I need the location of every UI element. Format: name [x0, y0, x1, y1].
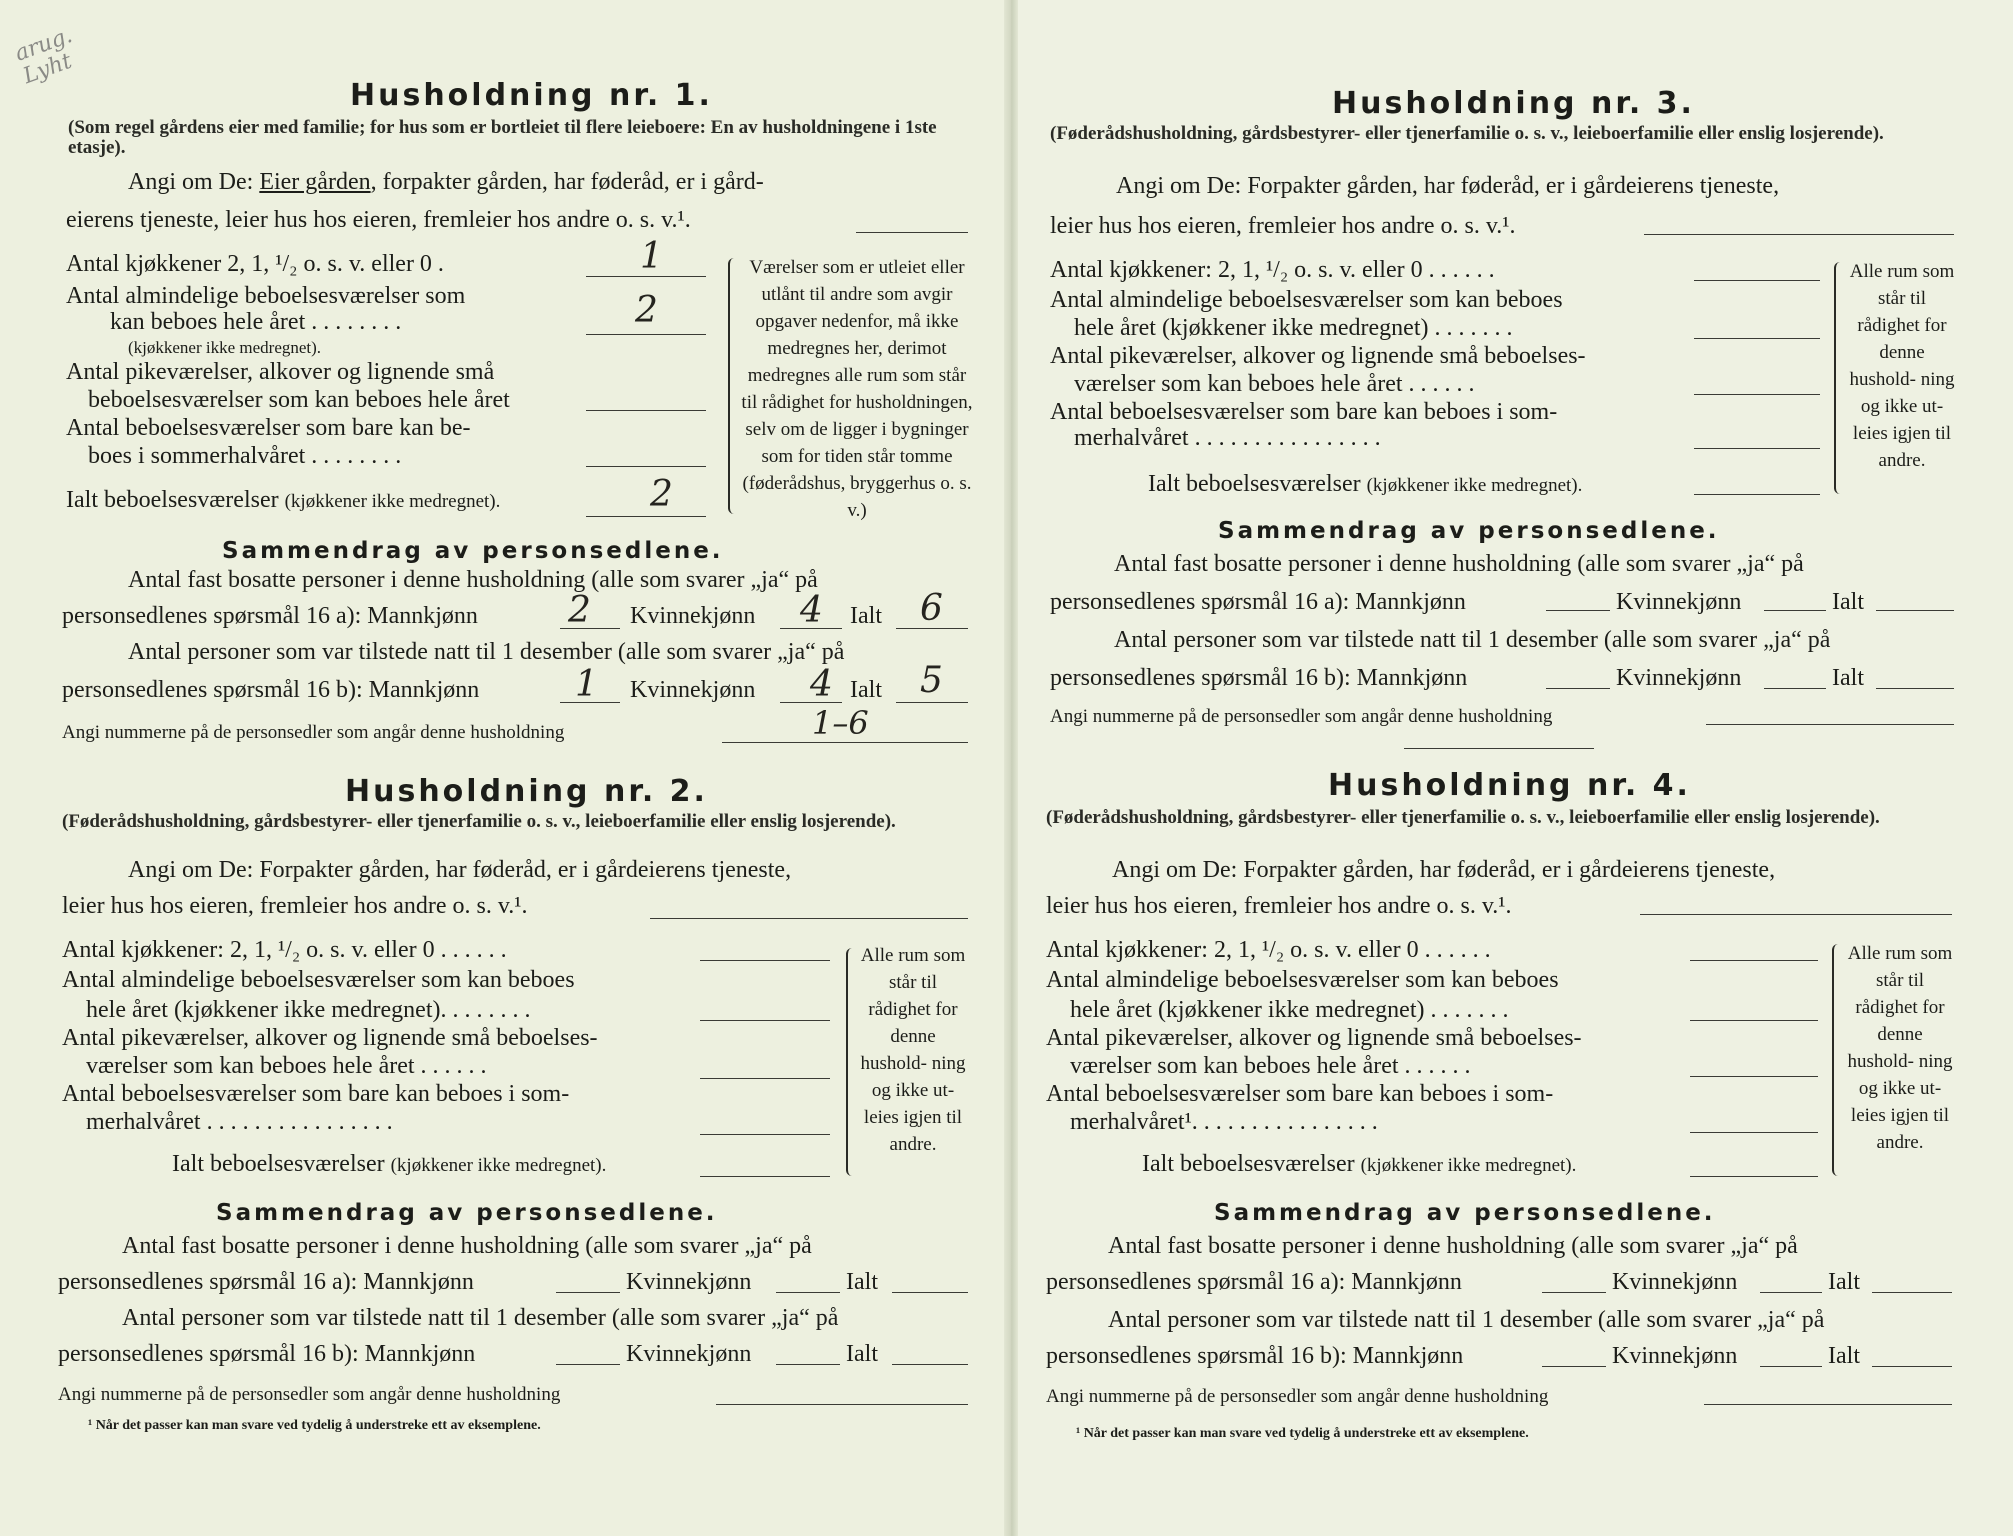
h1-summary-heading: Sammendrag av personsedlene. [222, 538, 724, 564]
h1-alm-value: 2 [635, 290, 658, 331]
h2-row-ialt [172, 1150, 606, 1180]
h3-s2-kv: Kvinnekjønn [1616, 665, 1742, 691]
h1-numbers-value: 1–6 [812, 704, 869, 742]
h3-s2-ialt: Ialt [1832, 665, 1864, 691]
h4-row-sommer-a: Antal beboelsesværelser som bare kan beboes i som- [1046, 1081, 1554, 1107]
h1-kjokken-value: 1 [640, 236, 663, 277]
h1-s2-i-fill[interactable] [896, 702, 968, 703]
h3-s2b: personsedlenes spørsmål 16 b): Mannkjønn [1050, 665, 1468, 691]
h1-s1b-label: personsedlenes spørsmål 16 a): Mannkjønn [62, 603, 478, 629]
h3-pike-fill[interactable] [1694, 394, 1820, 395]
h2-s2-i-fill[interactable] [892, 1364, 968, 1365]
h1-angi-b: , forpakter gården, har føderåd, er i gård- [370, 169, 764, 195]
h2-summary-heading: Sammendrag av personsedlene. [216, 1200, 718, 1226]
h3-ialt-note: (kjøkkener ikke medregnet). [1366, 475, 1583, 496]
h4-angi-fill[interactable] [1640, 914, 1952, 915]
h1-s2-kv: Kvinnekjønn [630, 677, 756, 703]
h3-summary-heading: Sammendrag av personsedlene. [1218, 518, 1720, 544]
h4-s1a: Antal fast bosatte personer i denne husholdning (alle som svarer „ja“ på [1108, 1233, 1798, 1259]
h1-s2-i-value: 5 [920, 660, 943, 701]
h3-numbers-label: Angi nummerne på de personsedler som angår denne husholdning [1050, 706, 1553, 727]
h3-s2a: Antal personer som var tilstede natt til 1 desember (alle som svarer „ja“ på [1114, 627, 1831, 653]
h4-alm-fill[interactable] [1690, 1020, 1818, 1021]
h3-s2-k-fill[interactable] [1764, 688, 1826, 689]
h3-row-sommer-a: Antal beboelsesværelser som bare kan beboes i som- [1050, 399, 1558, 425]
h4-ialt-fill[interactable] [1690, 1176, 1818, 1177]
h1-row-sommer-b: boes i sommerhalvåret . . . . . . . . [88, 443, 402, 469]
h3-row-sommer-b: merhalvåret . . . . . . . . . . . . . . . . [1074, 425, 1381, 451]
h4-title: Husholdning nr. 4. [1328, 768, 1691, 803]
h1-angi-line1 [128, 168, 764, 196]
h4-s1-i-fill[interactable] [1872, 1292, 1952, 1293]
h4-s2-ialt: Ialt [1828, 1343, 1860, 1369]
h2-ialt-note: (kjøkkener ikke medregnet). [390, 1155, 607, 1176]
h1-s1b [62, 602, 478, 630]
h1-ialt-label: Ialt beboelsesværelser [66, 487, 279, 513]
h4-angi-1: Angi om De: Forpakter gården, har føderåd, er i gårdeierens tjeneste, [1112, 857, 1776, 883]
h1-s1-k-value: 4 [800, 590, 823, 631]
h2-sommer-fill[interactable] [700, 1134, 830, 1135]
h1-s1a: Antal fast bosatte personer i denne husholdning (alle som svarer „ja“ på [128, 567, 818, 593]
h1-s1-i-value: 6 [920, 588, 943, 629]
h2-row-sommer-b: merhalvåret . . . . . . . . . . . . . . . . [86, 1109, 393, 1135]
pencil-note: arug. Lyht [11, 22, 76, 90]
h2-row-pike-a: Antal pikeværelser, alkover og lignende små beboelses- [62, 1025, 598, 1051]
h3-kjokken-fill[interactable] [1694, 280, 1820, 281]
h4-row-alm-b: hele året (kjøkkener ikke medregnet) . . . . . . . [1070, 997, 1509, 1023]
h4-s1-kv: Kvinnekjønn [1612, 1269, 1738, 1295]
h2-row-alm-b: hele året (kjøkkener ikke medregnet). . . . . . . . [86, 997, 531, 1023]
h3-brace [1834, 262, 1846, 494]
h2-note: Alle rum som står til rådighet for denne hushold- ning og ikke ut- leies igjen til andre. [860, 945, 966, 1155]
h3-s1-m-fill[interactable] [1546, 610, 1610, 611]
h1-angi-a: Angi om De: [128, 169, 254, 195]
h1-row-pike-b: beboelsesværelser som kan beboes hele året [88, 387, 510, 413]
h1-title: Husholdning nr. 1. [350, 78, 713, 113]
h4-s2-m-fill[interactable] [1542, 1366, 1606, 1367]
h4-numbers-label: Angi nummerne på de personsedler som angår denne husholdning [1046, 1386, 1549, 1407]
h4-s2b: personsedlenes spørsmål 16 b): Mannkjønn [1046, 1343, 1464, 1369]
h4-ialt-note: (kjøkkener ikke medregnet). [1360, 1155, 1577, 1176]
h3-row-ialt [1148, 470, 1582, 500]
h2-numbers-fill[interactable] [716, 1404, 968, 1405]
h4-s2-kv: Kvinnekjønn [1612, 1343, 1738, 1369]
h1-s2-k-value: 4 [810, 664, 833, 705]
h3-title: Husholdning nr. 3. [1332, 86, 1695, 121]
h2-footnote: ¹ Når det passer kan man svare ved tydelig å understreke ett av eksemplene. [88, 1418, 541, 1433]
h1-row-alm-a: Antal almindelige beboelsesværelser som [66, 283, 466, 309]
h1-ialt-note: (kjøkkener ikke medregnet). [284, 491, 501, 512]
page-fold [1004, 0, 1018, 1536]
h2-ialt-fill[interactable] [700, 1176, 830, 1177]
h1-row-alm-b: kan beboes hele året . . . . . . . . [110, 309, 402, 335]
h3-sommer-fill[interactable] [1694, 448, 1820, 449]
h3-row-kjokken: Antal kjøkkener: 2, 1, ¹/₂ o. s. v. eller 0 . . . . . . [1050, 257, 1495, 283]
h3-row-alm-b: hele året (kjøkkener ikke medregnet) . . . . . . . [1074, 315, 1513, 341]
h1-angi-eier: Eier gården [259, 169, 371, 195]
h4-s1-ialt: Ialt [1828, 1269, 1860, 1295]
h4-row-pike-a: Antal pikeværelser, alkover og lignende små beboelses- [1046, 1025, 1582, 1051]
h2-row-pike-b: værelser som kan beboes hele året . . . . . . [86, 1053, 487, 1079]
h2-brace [846, 948, 858, 1176]
h4-s1b: personsedlenes spørsmål 16 a): Mannkjønn [1046, 1269, 1462, 1295]
h2-s1-k-fill[interactable] [776, 1292, 840, 1293]
h4-angi-2: leier hus hos eieren, fremleier hos andre o. s. v.¹. [1046, 893, 1512, 919]
h3-angi-2: leier hus hos eieren, fremleier hos andre o. s. v.¹. [1050, 213, 1516, 239]
h3-angi-fill[interactable] [1644, 234, 1954, 235]
h4-summary-heading: Sammendrag av personsedlene. [1214, 1200, 1716, 1226]
h3-row-pike-b: værelser som kan beboes hele året . . . . . . [1074, 371, 1475, 397]
h3-ialt-label: Ialt beboelsesværelser [1148, 471, 1361, 497]
h1-row-ialt [66, 486, 500, 516]
h4-s1-m-fill[interactable] [1542, 1292, 1606, 1293]
h1-s1-ialt: Ialt [850, 603, 882, 629]
h1-angi-line2: eierens tjeneste, leier hus hos eieren, fremleier hos andre o. s. v.¹. [66, 207, 691, 233]
h3-s1-kv: Kvinnekjønn [1616, 589, 1742, 615]
h3-numbers-fill[interactable] [1706, 724, 1954, 725]
h4-s2-k-fill[interactable] [1760, 1366, 1822, 1367]
h4-row-alm-a: Antal almindelige beboelsesværelser som kan beboes [1046, 967, 1559, 993]
h3-subtitle: (Føderådshusholdning, gårdsbestyrer- eller tjenerfamilie o. s. v., leieboerfamilie eller enslig losjerende). [1050, 123, 1884, 144]
h3-separator [1404, 748, 1594, 749]
h3-s1a: Antal fast bosatte personer i denne husholdning (alle som svarer „ja“ på [1114, 551, 1804, 577]
h1-s2b: personsedlenes spørsmål 16 b): Mannkjønn [62, 677, 480, 703]
h2-pike-fill[interactable] [700, 1078, 830, 1079]
h2-s1-kv: Kvinnekjønn [626, 1269, 752, 1295]
h2-ialt-label: Ialt beboelsesværelser [172, 1151, 385, 1177]
h2-s1a: Antal fast bosatte personer i denne husholdning (alle som svarer „ja“ på [122, 1233, 812, 1259]
h1-note: Værelser som er utleiet eller utlånt til andre som avgir opgaver nedenfor, må ikke medregnes her, derimot medregnes alle rum som står til rådighet for husholdningen, selv om de ligger i bygninger som for tiden står tomme (føderådshus, bryggerhus o. s. v.) [741, 257, 973, 521]
h3-s2-i-fill[interactable] [1876, 688, 1954, 689]
h4-kjokken-fill[interactable] [1690, 960, 1818, 961]
h1-row-kjokken: Antal kjøkkener 2, 1, ¹/₂ o. s. v. eller 0 . [66, 251, 444, 277]
h2-angi-1: Angi om De: Forpakter gården, har føderåd, er i gårdeierens tjeneste, [128, 857, 792, 883]
h3-note: Alle rum som står til rådighet for denne hushold- ning og ikke ut- leies igjen til andre. [1849, 261, 1955, 471]
h3-s1-k-fill[interactable] [1764, 610, 1826, 611]
h2-title: Husholdning nr. 2. [345, 774, 708, 809]
h4-row-sommer-b: merhalvåret¹. . . . . . . . . . . . . . . . [1070, 1109, 1378, 1135]
h1-numbers-label: Angi nummerne på de personsedler som angår denne husholdning [62, 722, 565, 743]
h1-subtitle: (Som regel gårdens eier med familie; for hus som er bortleiet til flere leieboere: En av husholdningene i 1ste etasje). [68, 117, 937, 158]
h2-angi-fill[interactable] [650, 918, 968, 919]
h1-alm-fill[interactable] [586, 334, 706, 335]
h4-row-kjokken: Antal kjøkkener: 2, 1, ¹/₂ o. s. v. eller 0 . . . . . . [1046, 937, 1491, 963]
h2-angi-2: leier hus hos eieren, fremleier hos andre o. s. v.¹. [62, 893, 528, 919]
h4-numbers-fill[interactable] [1704, 1404, 1952, 1405]
h3-row-pike-a: Antal pikeværelser, alkover og lignende små beboelses- [1050, 343, 1586, 369]
h2-s1-i-fill[interactable] [892, 1292, 968, 1293]
h4-pike-fill[interactable] [1690, 1076, 1818, 1077]
h2-row-kjokken: Antal kjøkkener: 2, 1, ¹/₂ o. s. v. eller 0 . . . . . . [62, 937, 507, 963]
h3-angi-1: Angi om De: Forpakter gården, har føderåd, er i gårdeierens tjeneste, [1116, 173, 1780, 199]
h1-s1-m-value: 2 [568, 590, 591, 631]
h2-s1-m-fill[interactable] [556, 1292, 620, 1293]
h2-s2-k-fill[interactable] [776, 1364, 840, 1365]
h3-s2-m-fill[interactable] [1546, 688, 1610, 689]
h1-s2a: Antal personer som var tilstede natt til 1 desember (alle som svarer „ja“ på [128, 639, 845, 665]
h3-s1-ialt: Ialt [1832, 589, 1864, 615]
h1-row-sommer-a: Antal beboelsesværelser som bare kan be- [66, 415, 471, 441]
h2-s2-kv: Kvinnekjønn [626, 1341, 752, 1367]
h4-s2-i-fill[interactable] [1872, 1366, 1952, 1367]
h3-alm-fill[interactable] [1694, 338, 1820, 339]
h2-s2-m-fill[interactable] [556, 1364, 620, 1365]
h2-s2a: Antal personer som var tilstede natt til 1 desember (alle som svarer „ja“ på [122, 1305, 839, 1331]
h1-pike-fill[interactable] [586, 410, 706, 411]
h2-numbers-label: Angi nummerne på de personsedler som angår denne husholdning [58, 1384, 561, 1405]
h2-kjokken-fill[interactable] [700, 960, 830, 961]
h1-ialt-fill[interactable] [586, 516, 706, 517]
h1-numbers-fill[interactable] [722, 742, 968, 743]
h1-row-alm-c: (kjøkkener ikke medregnet). [128, 338, 322, 357]
h2-row-sommer-a: Antal beboelsesværelser som bare kan beboes i som- [62, 1081, 570, 1107]
h4-row-pike-b: værelser som kan beboes hele året . . . . . . [1070, 1053, 1471, 1079]
h1-s1-kv: Kvinnekjønn [630, 603, 756, 629]
h2-s2b: personsedlenes spørsmål 16 b): Mannkjønn [58, 1341, 476, 1367]
h4-subtitle: (Føderådshusholdning, gårdsbestyrer- eller tjenerfamilie o. s. v., leieboerfamilie eller enslig losjerende). [1046, 807, 1880, 828]
h2-s1b: personsedlenes spørsmål 16 a): Mannkjønn [58, 1269, 474, 1295]
h1-sommer-fill[interactable] [586, 466, 706, 467]
h4-footnote: ¹ Når det passer kan man svare ved tydelig å understreke ett av eksemplene. [1076, 1426, 1529, 1441]
h4-sommer-fill[interactable] [1690, 1132, 1818, 1133]
h2-row-alm-a: Antal almindelige beboelsesværelser som kan beboes [62, 967, 575, 993]
h4-note: Alle rum som står til rådighet for denne hushold- ning og ikke ut- leies igjen til andre. [1847, 943, 1953, 1153]
h2-s2-ialt: Ialt [846, 1341, 878, 1367]
h1-s2-m-value: 1 [575, 664, 598, 705]
h4-s1-k-fill[interactable] [1760, 1292, 1822, 1293]
h2-alm-fill[interactable] [700, 1020, 830, 1021]
h1-angi-fill[interactable] [856, 232, 968, 233]
h3-row-alm-a: Antal almindelige beboelsesværelser som kan beboes [1050, 287, 1563, 313]
h4-brace [1832, 944, 1844, 1176]
h1-ialt-value: 2 [650, 474, 673, 515]
h3-s1b: personsedlenes spørsmål 16 a): Mannkjønn [1050, 589, 1466, 615]
h4-row-ialt [1142, 1150, 1576, 1180]
h4-ialt-label: Ialt beboelsesværelser [1142, 1151, 1355, 1177]
h2-subtitle: (Føderådshusholdning, gårdsbestyrer- eller tjenerfamilie o. s. v., leieboerfamilie eller enslig losjerende). [62, 811, 896, 832]
h1-s2-ialt: Ialt [850, 677, 882, 703]
h3-s1-i-fill[interactable] [1876, 610, 1954, 611]
h1-row-pike-a: Antal pikeværelser, alkover og lignende små [66, 359, 495, 385]
h4-s2a: Antal personer som var tilstede natt til 1 desember (alle som svarer „ja“ på [1108, 1307, 1825, 1333]
h2-s1-ialt: Ialt [846, 1269, 878, 1295]
h3-ialt-fill[interactable] [1694, 494, 1820, 495]
